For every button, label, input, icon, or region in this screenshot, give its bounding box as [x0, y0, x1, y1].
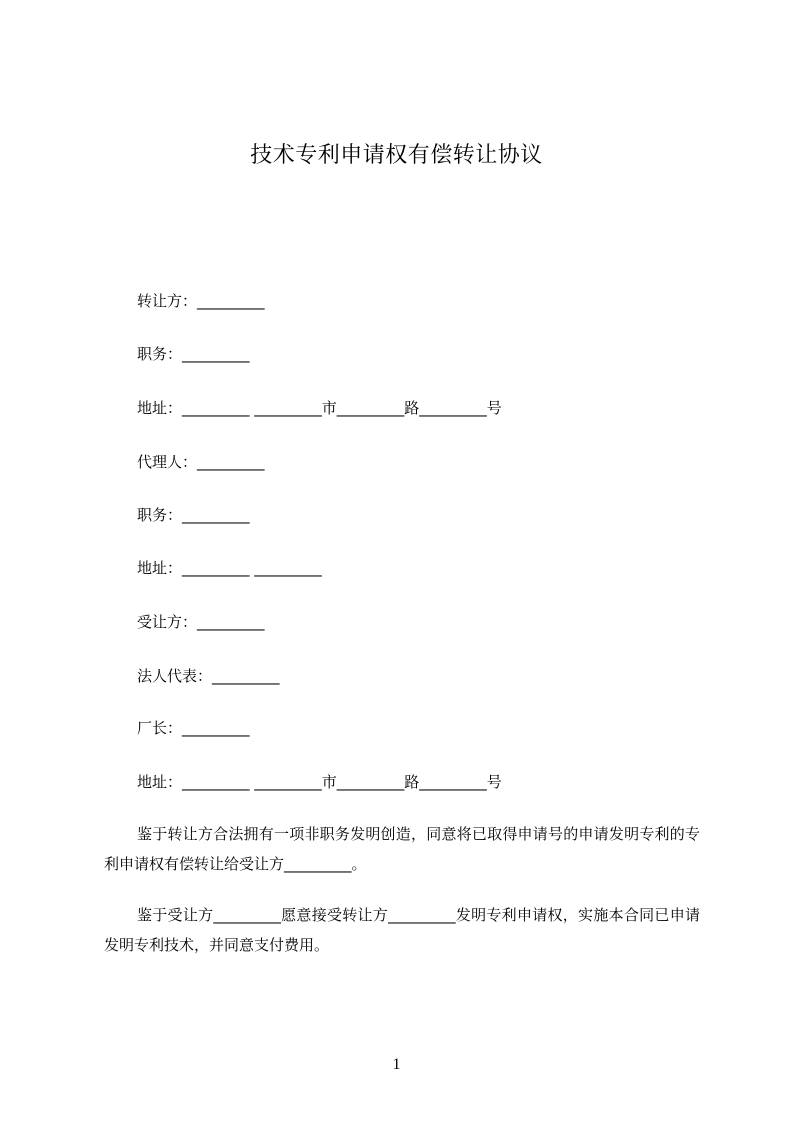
field-transferee: 受让方：_________ [137, 613, 265, 631]
field-factory-director: 厂长：_________ [137, 719, 250, 737]
page-number: 1 [392, 1056, 401, 1073]
field-transferor: 转让方：_________ [137, 292, 265, 310]
field-agent-address: 地址：_________ _________ [137, 559, 322, 577]
document-title: 技术专利申请权有偿转让协议 [250, 143, 543, 168]
field-transferor-position: 职务：_________ [137, 345, 250, 363]
paragraph-transferee-recital: 鉴于受让方_________愿意接受转让方_________发明专利申请权，实施本合同已申请发明专利技术，并同意支付费用。 [104, 906, 700, 954]
paragraph-transferor-recital: 鉴于转让方合法拥有一项非职务发明创造，同意将已取得申请号的申请发明专利的专利申请权有偿转让给受让方_________。 [104, 825, 700, 873]
field-transferee-address: 地址：_________ _________市_________路_________号 [137, 773, 502, 791]
field-legal-representative: 法人代表：_________ [137, 667, 280, 685]
field-agent: 代理人：_________ [137, 453, 265, 471]
field-transferor-address: 地址：_________ _________市_________路_________号 [137, 399, 502, 417]
field-agent-position: 职务：_________ [137, 506, 250, 524]
